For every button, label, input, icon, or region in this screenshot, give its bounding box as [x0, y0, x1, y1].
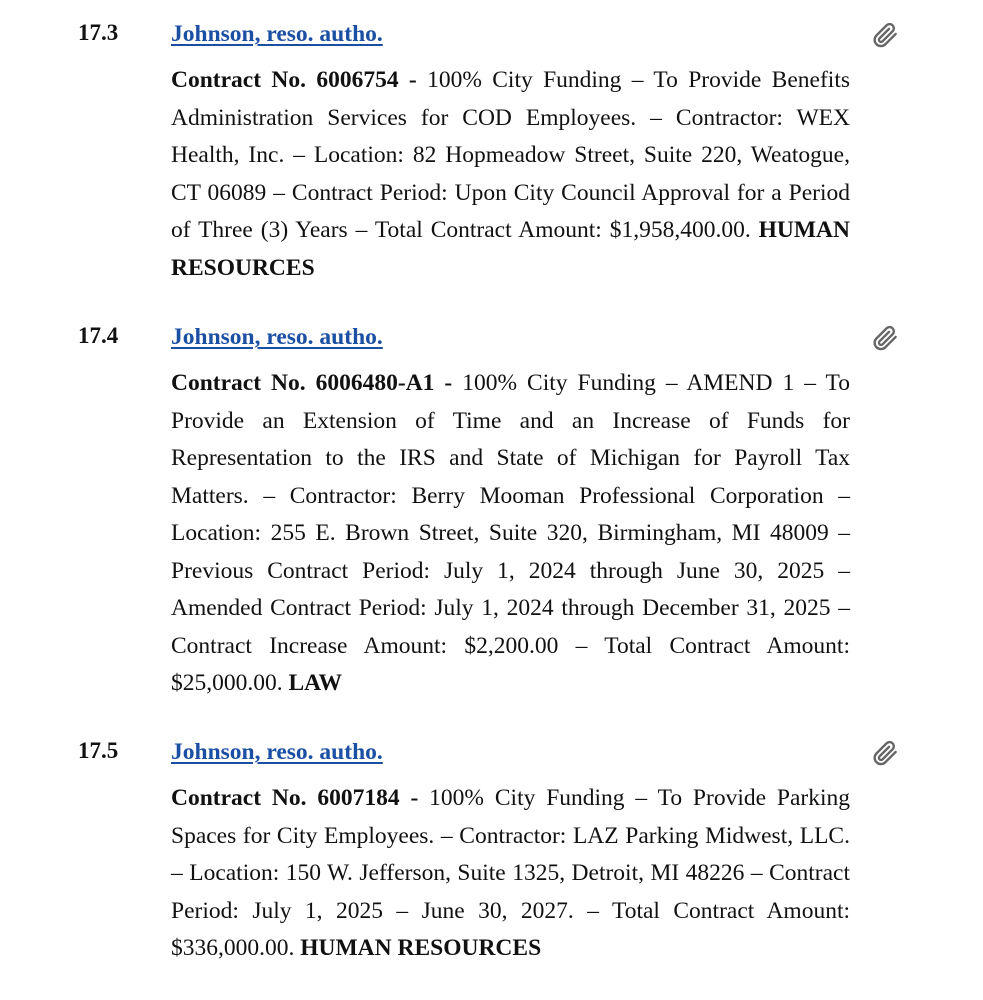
item-description — [171, 62, 850, 287]
contract-details: 100% City Funding – To Provide Parking Spaces for City Employees. – Contractor: LAZ Parking Midwest, LLC. – Location: 150 W. Jefferson, Suite 1325, Detroit, MI 48226 – Contract Period: July 1, 2025 – June 30, 2027. – Total Contract Amount: $336,000.00. — [171, 785, 850, 961]
paperclip-icon[interactable] — [870, 738, 900, 768]
department-name: LAW — [288, 670, 343, 696]
department-name: HUMAN RESOURCES — [300, 935, 542, 961]
item-description — [171, 780, 850, 968]
sponsor-link[interactable]: Johnson, reso. autho. — [171, 21, 383, 47]
item-number: 17.3 — [78, 20, 119, 45]
sponsor-link[interactable]: Johnson, reso. autho. — [171, 324, 383, 350]
sponsor-link[interactable]: Johnson, reso. autho. — [171, 739, 383, 765]
department-name: HUMAN RESOURCES — [171, 217, 850, 281]
item-number: 17.5 — [78, 738, 119, 763]
contract-number: Contract No. 6006754 - — [171, 67, 417, 93]
contract-details: 100% City Funding – AMEND 1 – To Provide an Extension of Time and an Increase of Funds for Representation to the IRS and State of Michigan for Payroll Tax Matters. – Contractor: Berry Mooman Professional Corporation – Location: 255 E. Brown Street, Suite 320, Birmingham, MI 48009 – Previous Contract Period: July 1, 2024 through June 30, 2025 – Amended Contract Period: July 1, 2024 through December 31, 2025 – Contract Increase Amount: $2,200.00 – Total Contract Amount: $25,000.00. — [171, 370, 850, 696]
item-description — [171, 365, 850, 703]
contract-number: Contract No. 6006480-A1 - — [171, 370, 453, 396]
paperclip-icon[interactable] — [870, 20, 900, 50]
paperclip-icon[interactable] — [870, 323, 900, 353]
contract-number: Contract No. 6007184 - — [171, 785, 419, 811]
item-number: 17.4 — [78, 323, 119, 348]
contract-details: 100% City Funding – To Provide Benefits Administration Services for COD Employees. – Contractor: WEX Health, Inc. – Location: 82 Hopmeadow Street, Suite 220, Weatogue, CT 06089 – Contract Period: Upon City Council Approval for a Period of Three (3) Years – Total Contract Amount: $1,958,400.00. — [171, 67, 850, 243]
